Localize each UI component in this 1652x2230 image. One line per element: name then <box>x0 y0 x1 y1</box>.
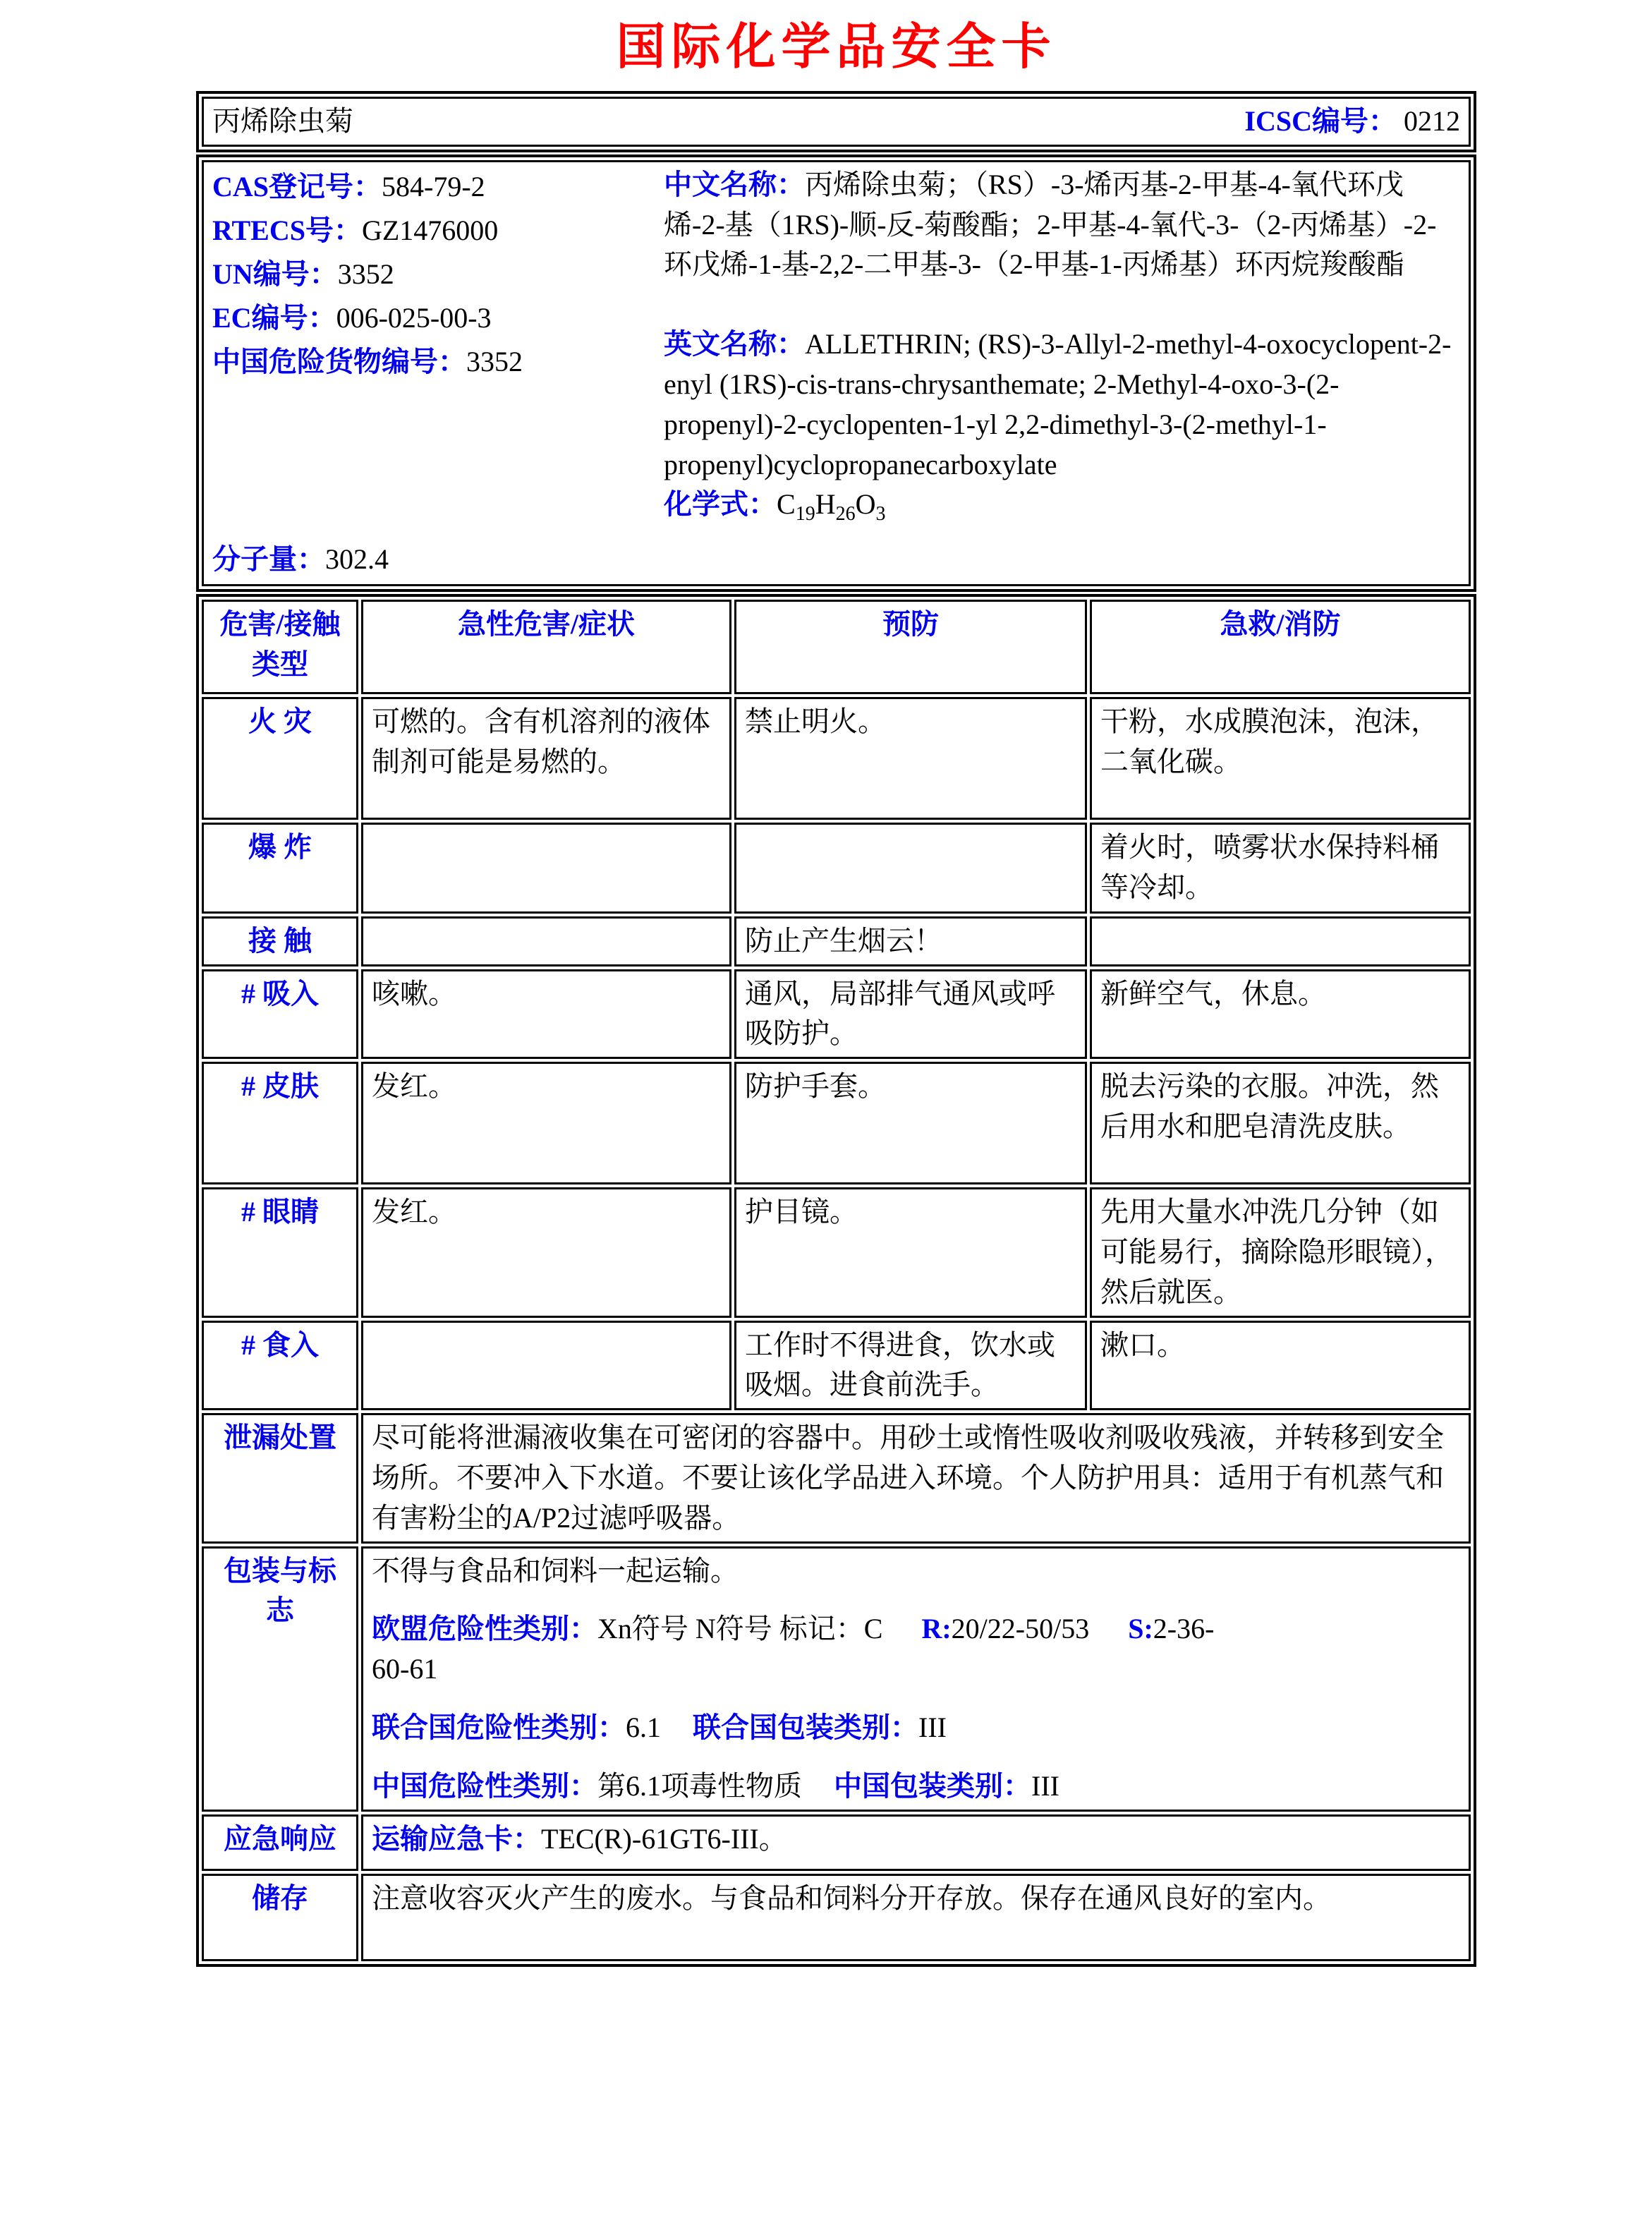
s-phrase-label: S: <box>1128 1613 1153 1645</box>
rtecs-label: RTECS号： <box>212 214 362 246</box>
cas-label: CAS登记号： <box>212 170 382 202</box>
header-cell-acute: 急性危害/症状 <box>361 600 731 694</box>
packaging-content-cell <box>361 1546 1471 1812</box>
table-row-emergency <box>202 1814 1471 1871</box>
exposure-prevention-cell: 防止产生烟云！ <box>734 916 1087 966</box>
molecular-weight-value: 302.4 <box>325 543 389 575</box>
page-title: 国际化学品安全卡 <box>616 20 1057 75</box>
fire-type-cell: 火 灾 <box>202 697 358 820</box>
chinese-name-paragraph <box>664 165 1460 285</box>
hazard-header-row <box>202 600 1471 694</box>
eu-class-label: 欧盟危险性类别： <box>372 1613 597 1645</box>
fire-firstaid-cell: 干粉，水成膜泡沫，泡沫，二氧化碳。 <box>1090 697 1471 820</box>
cn-pack-value: III <box>1031 1769 1059 1802</box>
skin-firstaid-cell: 脱去污染的衣服。冲洗，然后用水和肥皂清洗皮肤。 <box>1090 1062 1471 1184</box>
packaging-transport-note: 不得与食品和饲料一起运输。 <box>372 1554 739 1587</box>
table-row-skin <box>202 1062 1471 1184</box>
table-row-spill <box>202 1413 1471 1543</box>
formula-element: C <box>777 488 796 521</box>
packaging-label-cell: 包装与标志 <box>202 1546 358 1812</box>
table-row-exposure <box>202 916 1471 966</box>
explosion-acute-cell <box>361 823 731 914</box>
ec-value: 006-025-00-3 <box>336 301 492 334</box>
identification-section <box>196 154 1476 592</box>
packaging-eu-line <box>372 1609 1460 1690</box>
formula-label: 化学式： <box>664 488 777 521</box>
fire-prevention-cell: 禁止明火。 <box>734 697 1087 820</box>
ingestion-prevention-cell: 工作时不得进食，饮水或吸烟。进食前洗手。 <box>734 1321 1087 1411</box>
header-section <box>196 91 1476 152</box>
china-dg-number-line <box>212 340 664 384</box>
storage-text-cell: 注意收容灭火产生的废水。与食品和饲料分开存放。保存在通风良好的室内。 <box>361 1874 1471 1961</box>
chinese-name-value: 丙烯除虫菊；（RS）-3-烯丙基-2-甲基-4-氧代环戊烯-2-基（1RS)-顺-反-菊酸酯；2-甲基-4-氧代-3-（2-丙烯基）-2-环戊烯-1-基-2,2-二甲基-3-（2-甲基-1-丙烯基）环丙烷羧酸酯 <box>664 168 1437 281</box>
header-cell-firstaid: 急救/消防 <box>1090 600 1471 694</box>
chemical-formula <box>777 488 886 526</box>
s-phrase-value-line2: 60-61 <box>372 1653 438 1685</box>
spill-text-cell: 尽可能将泄漏液收集在可密闭的容器中。用砂土或惰性吸收剂吸收残液，并转移到安全场所。不要冲入下水道。不要让该化学品进入环境。个人防护用具：适用于有机蒸气和有害粉尘的A/P2过滤呼吸器。 <box>361 1413 1471 1543</box>
packaging-cn-line <box>372 1767 1460 1807</box>
eyes-type-cell: # 眼睛 <box>202 1187 358 1317</box>
cn-class-value: 第6.1项毒性物质 <box>597 1769 802 1802</box>
explosion-firstaid-cell: 着火时，喷雾状水保持料桶等冷却。 <box>1090 823 1471 914</box>
molecular-weight-line <box>212 538 664 581</box>
un-label: UN编号： <box>212 257 338 290</box>
table-row-packaging <box>202 1546 1471 1812</box>
exposure-firstaid-cell <box>1090 916 1471 966</box>
cn-class-label: 中国危险性类别： <box>372 1769 597 1802</box>
formula-subscript: 26 <box>835 503 856 526</box>
rtecs-number-line <box>212 209 664 253</box>
registry-numbers <box>212 165 664 581</box>
table-row-storage <box>202 1874 1471 1961</box>
inhalation-acute-cell: 咳嗽。 <box>361 969 731 1060</box>
un-class-label: 联合国危险性类别： <box>372 1711 626 1743</box>
formula-paragraph <box>664 485 1460 528</box>
eyes-acute-cell: 发红。 <box>361 1187 731 1317</box>
header-cell-prevention: 预防 <box>734 600 1087 694</box>
inhalation-firstaid-cell: 新鲜空气，休息。 <box>1090 969 1471 1060</box>
formula-element: O <box>855 488 876 521</box>
cas-value: 584-79-2 <box>382 170 485 202</box>
cn-pack-label: 中国包装类别： <box>834 1769 1031 1802</box>
r-phrase-label: R: <box>921 1613 952 1645</box>
emergency-content-cell <box>361 1814 1471 1871</box>
un-value: 3352 <box>337 257 394 290</box>
eu-class-symbols: Xn符号 N符号 标记：C <box>597 1613 883 1645</box>
china-dg-value: 3352 <box>466 345 523 377</box>
icsc-card <box>196 91 1476 1967</box>
header-cell-type <box>202 600 358 694</box>
hazard-table <box>196 594 1476 1967</box>
english-name-paragraph <box>664 325 1460 485</box>
molecular-weight-label: 分子量： <box>212 543 325 575</box>
skin-prevention-cell: 防护手套。 <box>734 1062 1087 1184</box>
transport-card-label: 运输应急卡： <box>372 1822 541 1855</box>
ingestion-firstaid-cell: 漱口。 <box>1090 1321 1471 1411</box>
explosion-prevention-cell <box>734 823 1087 914</box>
table-row-inhalation <box>202 969 1471 1060</box>
icsc-number-group <box>1244 102 1460 142</box>
exposure-acute-cell <box>361 916 731 966</box>
spill-label-cell: 泄漏处置 <box>202 1413 358 1543</box>
english-name-label: 英文名称： <box>664 328 805 360</box>
ingestion-type-cell: # 食入 <box>202 1321 358 1411</box>
table-row-ingestion <box>202 1321 1471 1411</box>
table-row-explosion <box>202 823 1471 914</box>
icsc-number-label: ICSC编号： <box>1244 105 1397 137</box>
ec-number-line <box>212 296 664 340</box>
un-pack-label: 联合国包装类别： <box>693 1711 918 1743</box>
table-row-fire <box>202 697 1471 820</box>
packaging-un-line <box>372 1708 1460 1748</box>
eyes-firstaid-cell: 先用大量水冲洗几分钟（如可能易行，摘除隐形眼镜），然后就医。 <box>1090 1187 1471 1317</box>
transport-card-value: TEC(R)-61GT6-III。 <box>541 1822 787 1855</box>
storage-label-cell: 储存 <box>202 1874 358 1961</box>
un-number-line <box>212 253 664 296</box>
table-row-eyes <box>202 1187 1471 1317</box>
s-phrase-value-line1: 2-36- <box>1153 1613 1215 1645</box>
ec-label: EC编号： <box>212 301 336 334</box>
exposure-type-cell: 接 触 <box>202 916 358 966</box>
r-phrase-value: 20/22-50/53 <box>951 1613 1090 1645</box>
english-name-value: ALLETHRIN; (RS)-3-Allyl-2-methyl-4-oxocyclopent-2-enyl (1RS)-cis-trans-chrysanthemate; 2-Methyl-4-oxo-3-(2-propenyl)-2-cyclopenten-1-yl 2,2-dimethyl-3-(2-methyl-1-propenyl)cyclopropanecarboxylate <box>664 328 1452 480</box>
rtecs-value: GZ1476000 <box>361 214 499 246</box>
cas-number-line <box>212 165 664 209</box>
skin-type-cell: # 皮肤 <box>202 1062 358 1184</box>
formula-element: H <box>815 488 836 521</box>
emergency-label-cell: 应急响应 <box>202 1814 358 1871</box>
explosion-type-cell: 爆 炸 <box>202 823 358 914</box>
eyes-prevention-cell: 护目镜。 <box>734 1187 1087 1317</box>
header-type-line1: 危害/接触 <box>219 607 341 640</box>
formula-subscript: 19 <box>795 503 815 526</box>
un-class-value: 6.1 <box>626 1711 661 1743</box>
inhalation-type-cell: # 吸入 <box>202 969 358 1060</box>
china-dg-label: 中国危险货物编号： <box>212 345 466 377</box>
icsc-number-value: 0212 <box>1404 105 1460 137</box>
ingestion-acute-cell <box>361 1321 731 1411</box>
header-type-line2: 类型 <box>252 648 308 680</box>
chinese-name-label: 中文名称： <box>664 168 805 200</box>
identification-cell <box>202 160 1471 586</box>
formula-subscript: 3 <box>875 503 886 526</box>
chemical-names <box>664 165 1460 581</box>
header-cell <box>202 97 1471 147</box>
inhalation-prevention-cell: 通风，局部排气通风或呼吸防护。 <box>734 969 1087 1060</box>
un-pack-value: III <box>918 1711 947 1743</box>
fire-acute-cell: 可燃的。含有机溶剂的液体制剂可能是易燃的。 <box>361 697 731 820</box>
chemical-name: 丙烯除虫菊 <box>212 105 353 137</box>
skin-acute-cell: 发红。 <box>361 1062 731 1184</box>
